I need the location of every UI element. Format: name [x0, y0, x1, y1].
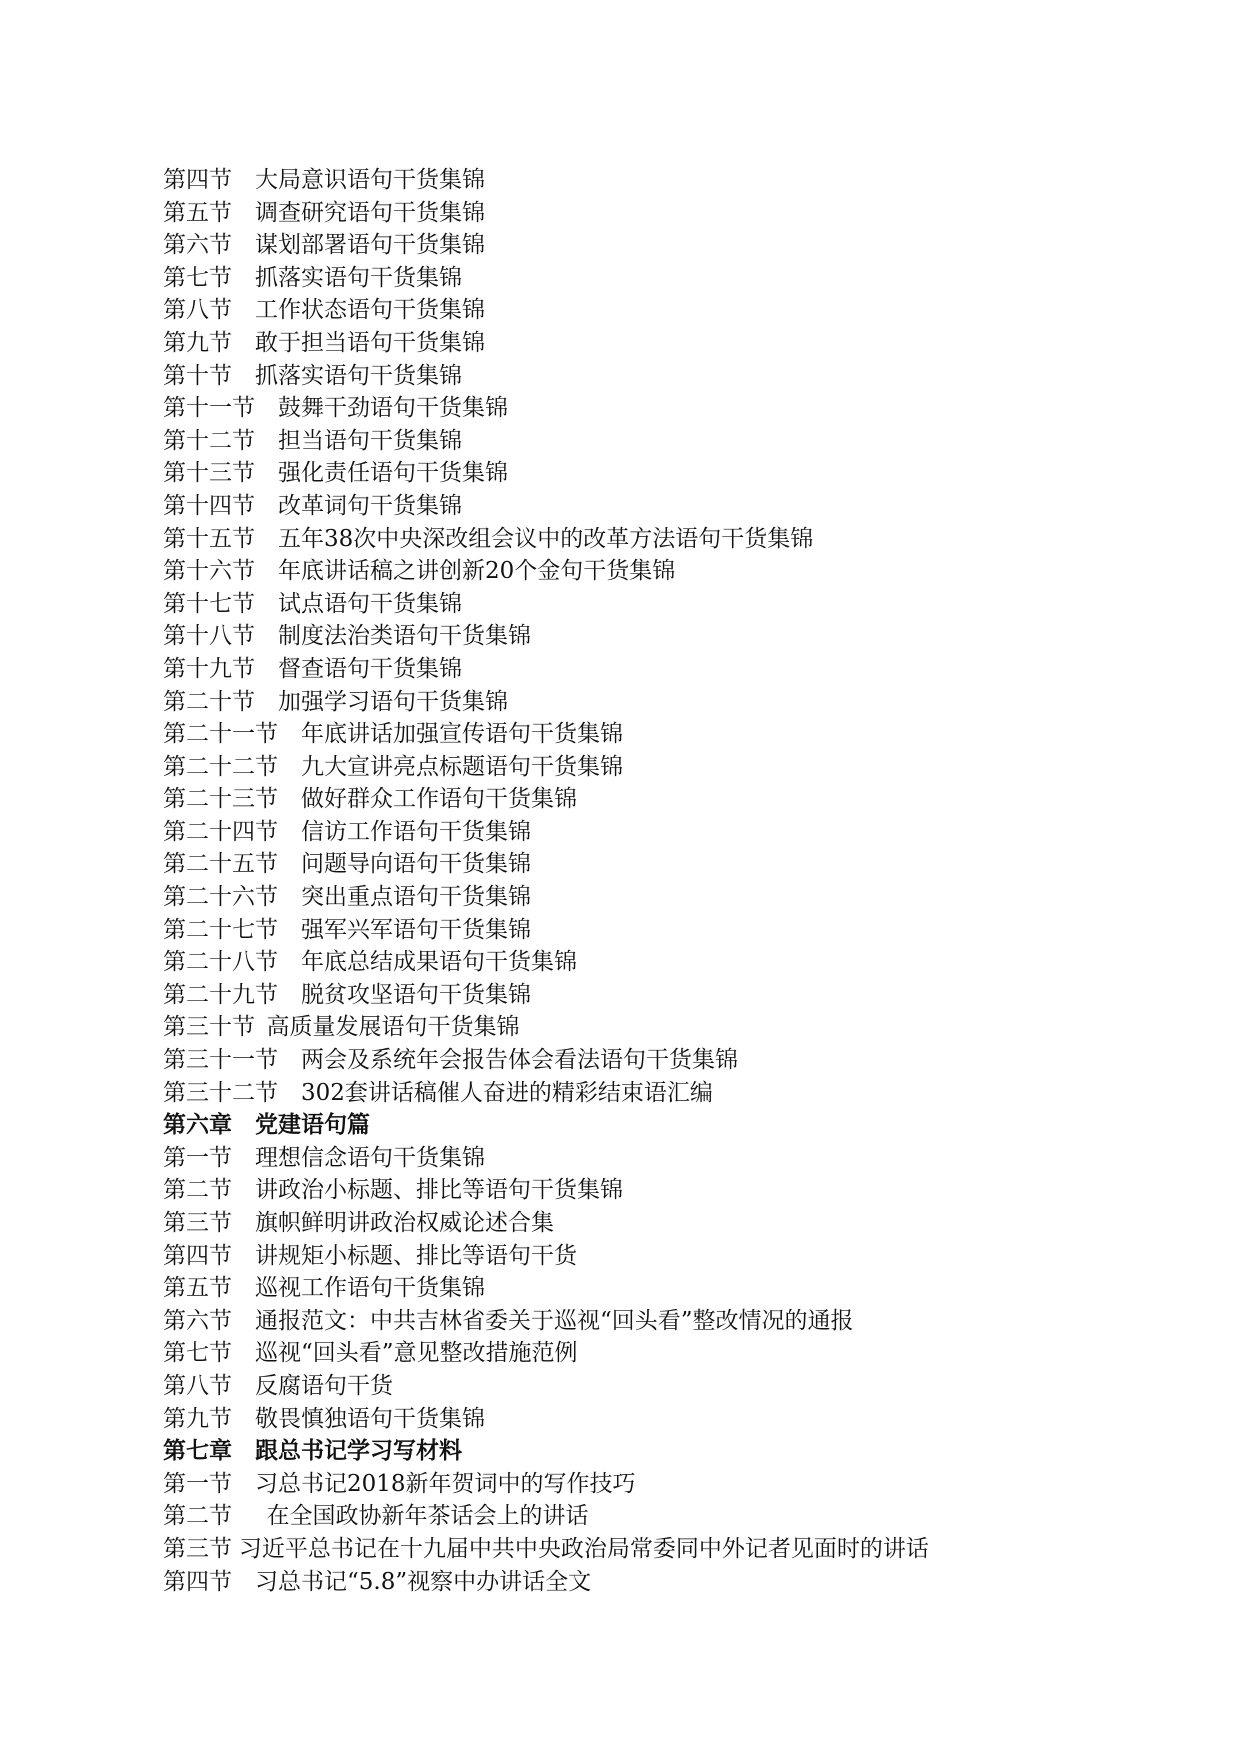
toc-entry [163, 718, 1183, 751]
section-title: 大局意识语句干货集锦 [255, 167, 485, 193]
section-title: 担当语句干货集锦 [278, 427, 462, 454]
section-number: 第十七节 [163, 590, 255, 617]
chapter-title: 跟总书记学习写材料 [255, 1437, 462, 1465]
section-number: 第十一节 [163, 395, 255, 422]
toc-entry [163, 1305, 1183, 1338]
toc-entry [163, 1011, 1183, 1044]
toc-entry [163, 555, 1183, 588]
section-title: 试点语句干货集锦 [278, 590, 462, 617]
section-title: 九大宣讲亮点标题语句干货集锦 [301, 753, 623, 780]
section-number: 第七节 [163, 264, 232, 291]
section-title: 高质量发展语句干货集锦 [266, 1014, 520, 1041]
toc-entry [163, 653, 1183, 686]
section-title: 敬畏慎独语句干货集锦 [255, 1405, 485, 1432]
section-number: 第九节 [163, 1405, 232, 1432]
section-title: 突出重点语句干货集锦 [301, 884, 531, 911]
section-number: 第八节 [163, 1372, 232, 1399]
toc-entry [163, 392, 1183, 425]
toc-entry [163, 1500, 1183, 1533]
section-title: 信访工作语句干货集锦 [301, 818, 531, 845]
section-title: 敢于担当语句干货集锦 [255, 329, 485, 356]
section-title: 鼓舞干劲语句干货集锦 [278, 395, 508, 422]
section-title: 五年38次中央深改组会议中的改革方法语句干货集锦 [278, 525, 814, 552]
section-number: 第十六节 [163, 558, 255, 585]
section-title: 强军兴军语句干货集锦 [301, 916, 531, 943]
section-title: 习总书记“5.8”视察中办讲话全文 [255, 1568, 592, 1595]
section-number: 第二十五节 [163, 851, 278, 878]
toc-entry [163, 1142, 1183, 1175]
section-number: 第三节 [163, 1535, 232, 1562]
section-number: 第十五节 [163, 525, 255, 552]
chapter-title: 党建语句篇 [255, 1111, 370, 1139]
section-title: 两会及系统年会报告体会看法语句干货集锦 [301, 1047, 738, 1074]
toc-entry [163, 327, 1183, 360]
section-number: 第十节 [163, 362, 232, 389]
chapter-number: 第六章 [163, 1111, 232, 1139]
section-title: 反腐语句干货 [255, 1372, 393, 1399]
toc-entry [163, 816, 1183, 849]
section-title: 通报范文：中共吉林省委关于巡视“回头看”整改情况的通报 [255, 1307, 854, 1334]
section-number: 第二十六节 [163, 884, 278, 911]
section-title: 巡视工作语句干货集锦 [255, 1275, 485, 1302]
section-number: 第二十三节 [163, 786, 278, 813]
toc-entry [163, 1370, 1183, 1403]
section-number: 第四节 [163, 167, 232, 193]
toc-entry [163, 229, 1183, 262]
section-title: 理想信念语句干货集锦 [255, 1144, 485, 1171]
toc-entry [163, 1077, 1183, 1110]
section-title: 做好群众工作语句干货集锦 [301, 786, 577, 813]
toc-entry [163, 294, 1183, 327]
section-number: 第八节 [163, 297, 232, 324]
section-title: 督查语句干货集锦 [278, 655, 462, 682]
section-title: 制度法治类语句干货集锦 [278, 623, 531, 650]
section-title: 加强学习语句干货集锦 [278, 688, 508, 715]
toc-entry [163, 1240, 1183, 1273]
section-title: 旗帜鲜明讲政治权威论述合集 [255, 1210, 554, 1236]
toc-entry [163, 1044, 1183, 1077]
section-title: 巡视“回头看”意见整改措施范例 [255, 1340, 578, 1367]
section-number: 第十八节 [163, 623, 255, 650]
section-number: 第二十七节 [163, 916, 278, 943]
section-title: 年底讲话加强宣传语句干货集锦 [301, 721, 623, 748]
section-number: 第三十一节 [163, 1047, 278, 1074]
section-number: 第二十节 [163, 688, 255, 715]
section-number: 第十三节 [163, 460, 255, 487]
section-title: 年底总结成果语句干货集锦 [301, 949, 577, 976]
section-number: 第四节 [163, 1568, 232, 1595]
section-title: 讲规矩小标题、排比等语句干货 [255, 1242, 577, 1269]
toc-entry [163, 1337, 1183, 1370]
section-number: 第二十九节 [163, 981, 278, 1008]
toc-entry [163, 751, 1183, 784]
section-title: 年底讲话稿之讲创新20个金句干货集锦 [278, 558, 676, 585]
section-number: 第一节 [163, 1144, 232, 1171]
section-number: 第四节 [163, 1242, 232, 1269]
toc-entry [163, 1533, 1183, 1566]
section-number: 第二节 [163, 1177, 232, 1204]
chapter-heading [163, 1435, 1183, 1468]
section-title: 谋划部署语句干货集锦 [255, 232, 485, 259]
toc-entry [163, 197, 1183, 230]
toc-entry [163, 1468, 1183, 1501]
section-number: 第九节 [163, 329, 232, 356]
section-number: 第十二节 [163, 427, 255, 454]
section-title: 抓落实语句干货集锦 [255, 362, 462, 389]
section-title: 讲政治小标题、排比等语句干货集锦 [255, 1177, 623, 1204]
toc-entry [163, 1174, 1183, 1207]
section-title: 脱贫攻坚语句干货集锦 [301, 981, 531, 1008]
section-number: 第二十八节 [163, 949, 278, 976]
section-title: 习总书记2018新年贺词中的写作技巧 [255, 1470, 636, 1497]
section-title: 问题导向语句干货集锦 [301, 851, 531, 878]
section-title: 抓落实语句干货集锦 [255, 264, 462, 291]
toc-entry [163, 1207, 1183, 1240]
chapter-heading [163, 1109, 1183, 1142]
section-number: 第六节 [163, 1307, 232, 1334]
toc-entry [163, 686, 1183, 719]
toc-list [163, 164, 1183, 1598]
toc-entry [163, 783, 1183, 816]
toc-entry [163, 457, 1183, 490]
toc-entry [163, 1403, 1183, 1436]
toc-entry [163, 360, 1183, 393]
section-number: 第一节 [163, 1470, 232, 1497]
toc-entry [163, 620, 1183, 653]
section-title: 工作状态语句干货集锦 [255, 297, 485, 324]
section-title: 在全国政协新年茶话会上的讲话 [266, 1503, 589, 1530]
section-number: 第三十二节 [163, 1079, 278, 1106]
toc-entry [163, 425, 1183, 458]
toc-entry [163, 1272, 1183, 1305]
section-number: 第二节 [163, 1503, 232, 1530]
section-number: 第七节 [163, 1340, 232, 1367]
toc-entry [163, 946, 1183, 979]
chapter-number: 第七章 [163, 1437, 232, 1465]
toc-entry [163, 523, 1183, 556]
toc-entry [163, 490, 1183, 523]
toc-entry [163, 262, 1183, 295]
section-number: 第二十四节 [163, 818, 278, 845]
section-number: 第三十节 [163, 1014, 255, 1041]
section-number: 第五节 [163, 199, 232, 226]
toc-entry [163, 1566, 1183, 1599]
section-number: 第三节 [163, 1210, 232, 1236]
section-title: 改革词句干货集锦 [278, 492, 462, 519]
section-title: 强化责任语句干货集锦 [278, 460, 508, 487]
toc-entry [163, 914, 1183, 947]
section-number: 第五节 [163, 1275, 232, 1302]
toc-entry [163, 164, 1183, 197]
section-number: 第六节 [163, 232, 232, 259]
toc-entry [163, 588, 1183, 621]
section-number: 第二十一节 [163, 721, 278, 748]
section-title: 习近平总书记在十九届中共中央政治局常委同中外记者见面时的讲话 [238, 1535, 929, 1562]
section-number: 第二十二节 [163, 753, 278, 780]
toc-entry [163, 881, 1183, 914]
section-title: 调查研究语句干货集锦 [255, 199, 485, 226]
section-number: 第十九节 [163, 655, 255, 682]
section-number: 第十四节 [163, 492, 255, 519]
toc-entry [163, 848, 1183, 881]
toc-entry [163, 979, 1183, 1012]
section-title: 302套讲话稿催人奋进的精彩结束语汇编 [301, 1079, 713, 1106]
